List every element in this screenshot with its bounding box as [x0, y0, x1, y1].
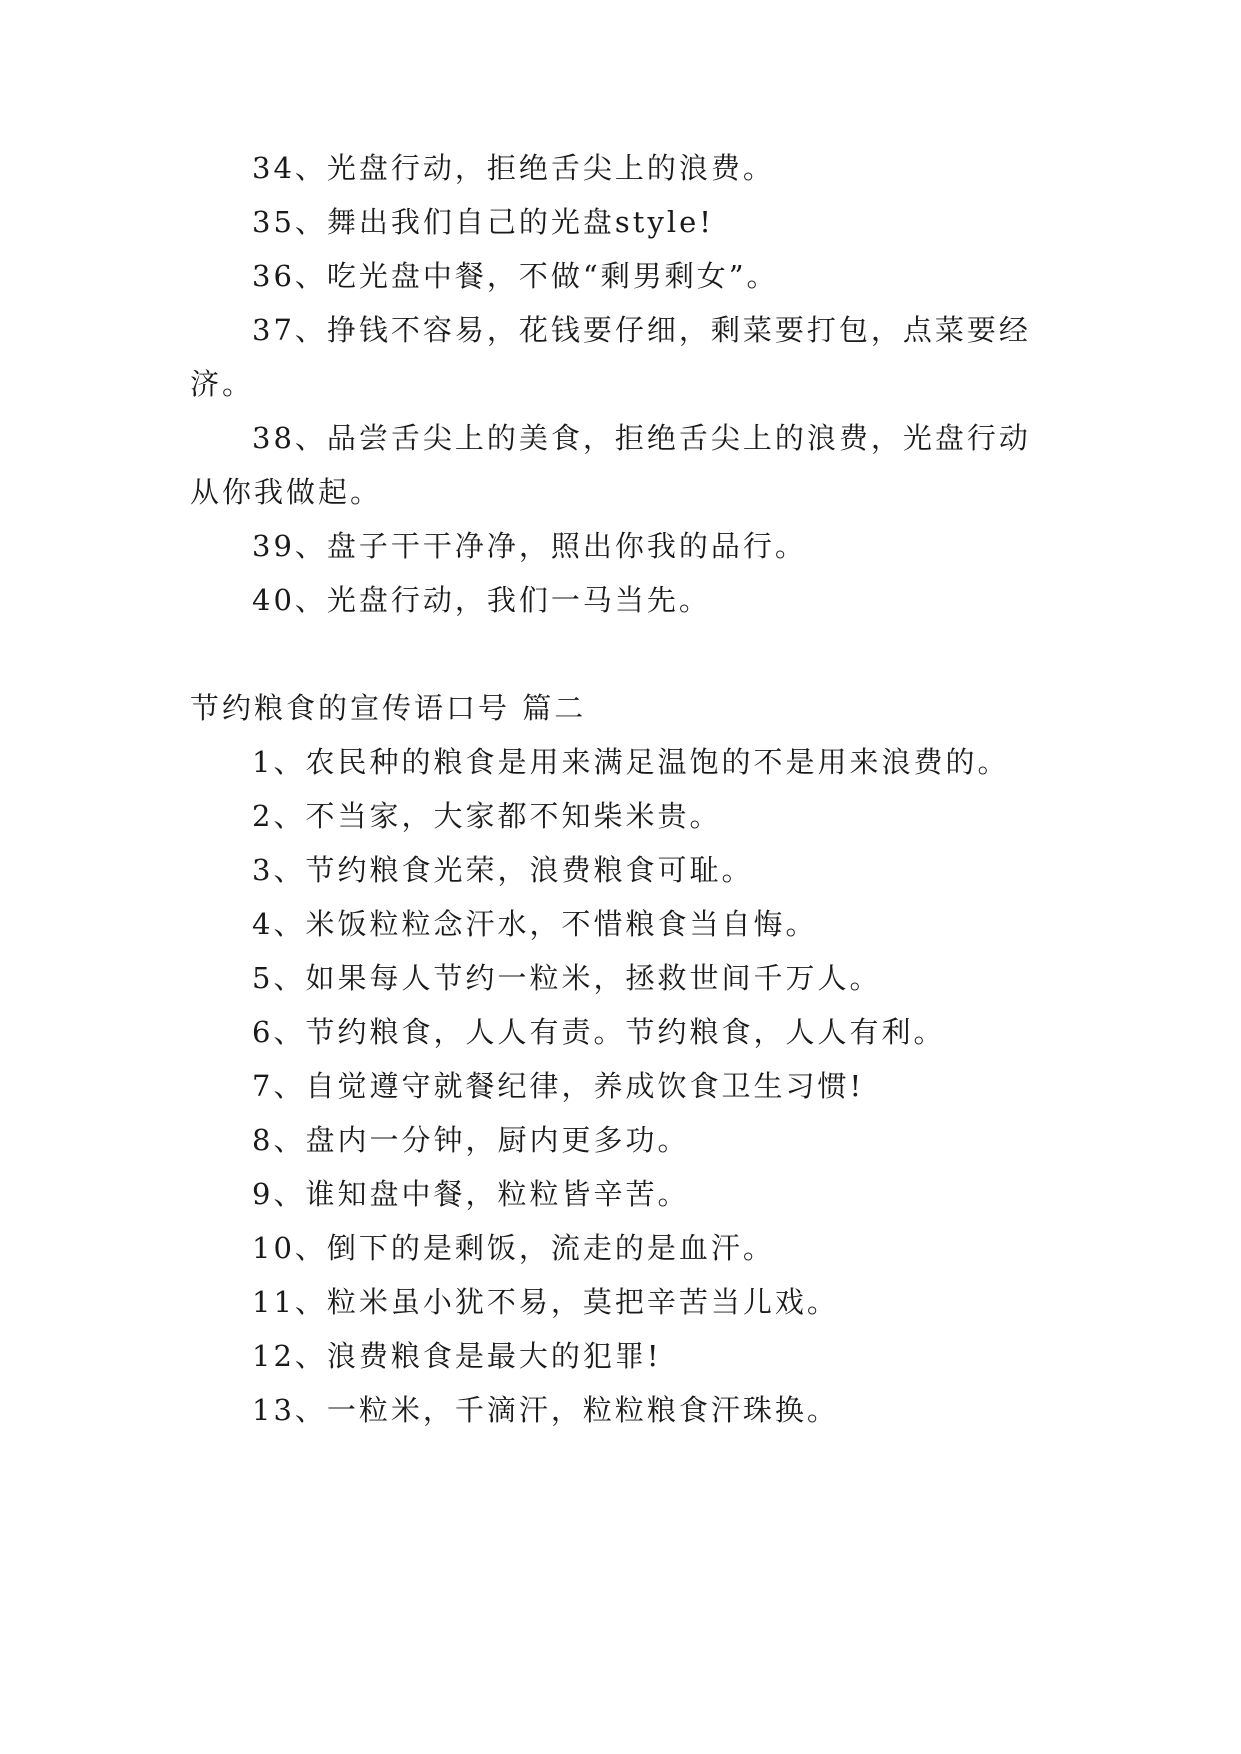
slogan-10: 10、倒下的是剩饭，流走的是血汗。: [252, 1231, 775, 1265]
slogan-38-continued: 从你我做起。: [190, 475, 383, 509]
slogan-9: 9、谁知盘中餐，粒粒皆辛苦。: [252, 1177, 690, 1211]
slogan-39: 39、盘子干干净净，照出你我的品行。: [252, 529, 807, 563]
slogan-5: 5、如果每人节约一粒米，拯救世间千万人。: [252, 961, 882, 995]
slogan-12: 12、浪费粮食是最大的犯罪!: [252, 1339, 662, 1373]
slogan-37: 37、挣钱不容易，花钱要仔细，剩菜要打包，点菜要经: [252, 313, 1031, 347]
slogan-4: 4、米饭粒粒念汗水，不惜粮食当自悔。: [252, 907, 818, 941]
slogan-38: 38、品尝舌尖上的美食，拒绝舌尖上的浪费，光盘行动: [252, 421, 1031, 455]
slogan-35: 35、舞出我们自己的光盘style!: [252, 205, 714, 239]
slogan-8: 8、盘内一分钟，厨内更多功。: [252, 1123, 690, 1157]
slogan-1: 1、农民种的粮食是用来满足温饱的不是用来浪费的。: [252, 745, 1010, 779]
section-heading: 节约粮食的宣传语口号 篇二: [190, 691, 587, 725]
slogan-6: 6、节约粮食，人人有责。节约粮食，人人有利。: [252, 1015, 946, 1049]
slogan-37-continued: 济。: [190, 367, 255, 401]
slogan-11: 11、粒米虽小犹不易，莫把辛苦当儿戏。: [252, 1285, 839, 1319]
slogan-13: 13、一粒米，千滴汗，粒粒粮食汗珠换。: [252, 1393, 839, 1427]
slogan-7: 7、自觉遵守就餐纪律，养成饮食卫生习惯!: [252, 1069, 865, 1103]
slogan-40: 40、光盘行动，我们一马当先。: [252, 583, 711, 617]
slogan-34: 34、光盘行动，拒绝舌尖上的浪费。: [252, 151, 775, 185]
slogan-36: 36、吃光盘中餐，不做“剩男剩女”。: [252, 259, 779, 293]
slogan-2: 2、不当家，大家都不知柴米贵。: [252, 799, 722, 833]
slogan-3: 3、节约粮食光荣，浪费粮食可耻。: [252, 853, 754, 887]
